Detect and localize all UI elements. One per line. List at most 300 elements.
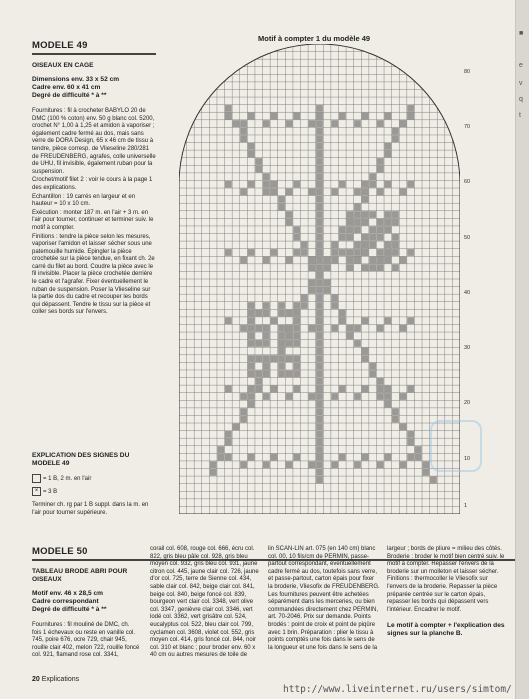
filled-cell <box>407 249 414 256</box>
filled-cell <box>377 386 384 393</box>
spec-line: Cadre correspondant <box>32 598 99 605</box>
paragraph: Finitions : tendre la pièce selon les mesures, vaporiser l'amidon et laisser sécher sous une patemouille humide. Epingler la pièce crochetée sur la pièce tendue, en fixant ch. 2e carré du filet au bord. Coudre la pièce avec le fil invisible. Placer la pièce crochetée derrière le cadre et l'agrafer. Fixer éventuellement le ruban de suspension. Poser la Vlieseline sur la partie dos du cadre et recouper les bords qui dépassent. Tendre le tissu sur la pièce et coller ses bords sur l'envers. <box>32 233 155 316</box>
filled-cell <box>278 204 285 211</box>
filled-cell <box>286 355 293 362</box>
filled-cell <box>263 310 270 317</box>
filled-cell <box>316 461 323 468</box>
filled-cell <box>400 393 407 400</box>
filled-cell <box>210 469 217 476</box>
filled-cell <box>309 120 316 127</box>
filled-cell <box>324 279 331 286</box>
filled-cell <box>384 211 391 218</box>
filled-cell <box>316 317 323 324</box>
filled-cell <box>362 348 369 355</box>
filled-cell <box>346 332 353 339</box>
filled-cell <box>377 325 384 332</box>
filled-cell <box>384 151 391 158</box>
heading-rule <box>32 53 156 55</box>
filled-cell <box>263 393 270 400</box>
filled-cell <box>392 242 399 249</box>
filled-cell <box>354 257 361 264</box>
filled-cell <box>384 219 391 226</box>
filled-cell <box>293 113 300 120</box>
filled-cell <box>339 249 346 256</box>
row-label: 20 <box>464 400 471 407</box>
filled-cell <box>354 461 361 468</box>
filled-cell <box>278 196 285 203</box>
filled-cell <box>225 431 232 438</box>
filled-cell <box>324 257 331 264</box>
filled-cell <box>255 370 262 377</box>
model49-heading: MODELE 49 <box>32 40 88 51</box>
filled-cell <box>248 181 255 188</box>
filled-cell <box>309 188 316 195</box>
filled-cell <box>248 393 255 400</box>
filled-cell <box>233 120 240 127</box>
filled-cell <box>293 181 300 188</box>
filled-cell <box>240 257 247 264</box>
filled-cell <box>392 128 399 135</box>
filled-cell <box>255 340 262 347</box>
filled-cell <box>316 211 323 218</box>
filled-cell <box>225 317 232 324</box>
paragraph: largeur ; bords de pliure = milieu des côtés. Broderie : broder le motif bien centré suiv. le motif à compter. Repasser l'envers de la broderie sur un molleton et laisser sécher. Finitions : thermocoller le Vliesofix sur l'envers de la broderie. Repasser la pièce préparée centrée sur le carton épais, repasser les bords qui dépassent vers l'intérieur. Encadrer le motif. <box>387 546 505 613</box>
filled-cell <box>286 461 293 468</box>
filled-cell <box>286 325 293 332</box>
filled-cell <box>309 461 316 468</box>
filled-cell <box>316 120 323 127</box>
filled-cell <box>316 135 323 142</box>
filled-cell <box>354 219 361 226</box>
filled-cell <box>293 340 300 347</box>
filled-cell <box>263 120 270 127</box>
filled-cell <box>316 196 323 203</box>
filled-cell <box>271 113 278 120</box>
filled-cell <box>377 158 384 165</box>
see-chart-note: Le motif à compter + l'explication des signes sur la planche B. <box>387 622 505 638</box>
filled-cell <box>354 204 361 211</box>
filled-cell <box>316 249 323 256</box>
filled-cell <box>225 105 232 112</box>
filled-cell <box>248 249 255 256</box>
filled-cell <box>248 363 255 370</box>
filled-cell <box>369 173 376 180</box>
filled-cell <box>369 181 376 188</box>
filled-cell <box>225 249 232 256</box>
filled-cell <box>331 120 338 127</box>
filled-cell <box>309 325 316 332</box>
filled-cell <box>316 272 323 279</box>
filled-cell <box>324 287 331 294</box>
filled-cell <box>400 257 407 264</box>
model50-col2: corail col. 608, rouge col. 666, écru col. 822, gris bleu pâle col. 928, gris bleu moyen col. 932, gris bleu col. 931, jaune citron col. 445, jaune clair col. 726, jaune d'or col. 725, terre de Sienne col. 434, sable clair col. 842, beige clair col. 841, beige col. 840, beige foncé col. 839, bourgeon vert clair col. 3348, vert olive col. 3347, genièvre clair col. 3346, vert lodé col. 3362, vert grisâtre col. 524, eucalyptus col. 522, bleu clair col. 799, cyclamen col. 3608, violet col. 552, gris moyen col. 414, gris foncé col. 844, noir col. 310 et blanc ; pour broder env. 60 x 40 cm ou autres mesures de toile de <box>150 546 259 659</box>
filled-cell <box>309 264 316 271</box>
filled-cell <box>293 249 300 256</box>
filled-cell <box>377 120 384 127</box>
filled-cell <box>316 393 323 400</box>
filled-cell <box>384 181 391 188</box>
filled-cell <box>278 310 285 317</box>
filled-cell <box>316 477 323 484</box>
paragraph: Echantillon : 19 carrés en largeur et en hauteur = 10 x 10 cm. <box>32 193 136 208</box>
filled-cell <box>392 408 399 415</box>
filled-cell <box>316 279 323 286</box>
filled-cell <box>362 113 369 120</box>
spec-line: Dimensions env. 33 x 52 cm <box>32 76 120 83</box>
filled-cell <box>316 378 323 385</box>
filled-cell <box>384 401 391 408</box>
filled-cell <box>316 446 323 453</box>
filled-cell <box>400 325 407 332</box>
filled-cell <box>400 188 407 195</box>
filled-cell <box>309 287 316 294</box>
filled-cell <box>301 249 308 256</box>
filled-cell <box>278 355 285 362</box>
filled-cell <box>369 211 376 218</box>
filled-cell <box>248 454 255 461</box>
filled-cell <box>309 257 316 264</box>
filled-cell <box>240 461 247 468</box>
filled-cell <box>240 393 247 400</box>
filled-cell <box>293 302 300 309</box>
filled-cell <box>286 219 293 226</box>
filled-cell <box>286 310 293 317</box>
filled-cell <box>293 386 300 393</box>
filled-cell <box>316 242 323 249</box>
filled-cell <box>278 325 285 332</box>
filled-cell <box>271 386 278 393</box>
filled-cell <box>286 120 293 127</box>
filled-cell <box>248 143 255 150</box>
filled-cell <box>324 264 331 271</box>
filled-cell <box>301 302 308 309</box>
filled-cell <box>248 401 255 408</box>
filled-cell <box>377 393 384 400</box>
filled-cell <box>286 340 293 347</box>
filled-cell <box>362 196 369 203</box>
paragraph: Crochet/motif filet 2 : voir le cours à la page 1 des explications. <box>32 177 153 191</box>
filled-cell <box>316 204 323 211</box>
filled-cell <box>407 113 414 120</box>
filled-cell <box>331 302 338 309</box>
filled-cell <box>392 249 399 256</box>
filled-cell <box>316 408 323 415</box>
filled-cell <box>271 454 278 461</box>
filled-cell <box>316 310 323 317</box>
filled-cell <box>339 113 346 120</box>
filled-cell <box>331 242 338 249</box>
filled-cell <box>354 188 361 195</box>
filled-cell <box>346 325 353 332</box>
filled-cell <box>339 310 346 317</box>
filled-cell <box>339 234 346 241</box>
filled-cell <box>301 242 308 249</box>
filled-cell <box>316 181 323 188</box>
filled-cell <box>278 348 285 355</box>
filled-cell <box>255 166 262 173</box>
filled-cell <box>422 461 429 468</box>
filled-cell <box>248 317 255 324</box>
filled-cell <box>377 249 384 256</box>
filled-cell <box>407 386 414 393</box>
filled-cell <box>278 332 285 339</box>
filled-cell <box>362 264 369 271</box>
filled-cell <box>354 340 361 347</box>
legend-note: Terminer ch. rg par 1 B suppl. dans la m. en l'air pour tourner supérieure. <box>32 502 149 516</box>
filled-cell <box>255 355 262 362</box>
filled-cell <box>331 249 338 256</box>
filled-cell <box>346 257 353 264</box>
filled-cell <box>362 242 369 249</box>
filled-cell <box>263 363 270 370</box>
filled-cell <box>407 431 414 438</box>
filled-cell <box>377 166 384 173</box>
paragraph: Exécution : monter 187 m. en l'air + 3 m. en l'air pour tourner, continuer et terminer suiv. le motif à compter. <box>32 209 154 231</box>
filled-cell <box>248 325 255 332</box>
filled-cell <box>316 158 323 165</box>
row-label: 80 <box>464 68 471 75</box>
filled-cell <box>316 439 323 446</box>
filled-cell <box>384 143 391 150</box>
filled-cell <box>362 234 369 241</box>
filled-cell <box>346 264 353 271</box>
filled-cell <box>316 219 323 226</box>
filled-cell <box>240 408 247 415</box>
filled-cell <box>248 302 255 309</box>
filled-cell <box>384 454 391 461</box>
filled-cell <box>286 332 293 339</box>
filled-cell <box>225 439 232 446</box>
row-label: 60 <box>464 179 471 186</box>
filled-cell <box>263 370 270 377</box>
filled-cell <box>316 332 323 339</box>
filled-cell <box>293 317 300 324</box>
filled-cell <box>369 370 376 377</box>
model50-specs <box>32 590 137 614</box>
filled-cell <box>316 469 323 476</box>
filled-cell <box>384 386 391 393</box>
filled-cell <box>217 446 224 453</box>
filled-cell <box>384 317 391 324</box>
filled-cell <box>392 234 399 241</box>
filled-cell <box>384 393 391 400</box>
filled-cell <box>278 370 285 377</box>
model49-title: OISEAUX EN CAGE <box>32 62 94 69</box>
filled-cell <box>354 325 361 332</box>
filled-cell <box>377 234 384 241</box>
filled-cell <box>392 219 399 226</box>
filled-cell <box>362 211 369 218</box>
filled-cell <box>377 219 384 226</box>
filled-cell <box>316 302 323 309</box>
filled-cell <box>339 386 346 393</box>
filled-cell <box>248 151 255 158</box>
filled-cell <box>430 477 437 484</box>
filled-cell <box>271 249 278 256</box>
filled-cell <box>309 279 316 286</box>
filled-cell <box>316 340 323 347</box>
filled-cell <box>392 264 399 271</box>
filled-cell <box>369 257 376 264</box>
filled-cell <box>316 234 323 241</box>
filled-cell <box>293 234 300 241</box>
filled-cell <box>346 249 353 256</box>
filled-cell <box>392 135 399 142</box>
filled-cell <box>362 219 369 226</box>
filled-cell <box>248 113 255 120</box>
filled-cell <box>309 393 316 400</box>
filled-cell <box>316 363 323 370</box>
filled-cell <box>316 226 323 233</box>
filled-cell <box>354 226 361 233</box>
filled-cell <box>384 257 391 264</box>
filled-cell <box>369 264 376 271</box>
filled-cell <box>377 257 384 264</box>
filled-cell <box>331 188 338 195</box>
row-label: 30 <box>464 345 471 352</box>
filled-cell <box>331 325 338 332</box>
filled-cell <box>384 226 391 233</box>
filled-cell <box>354 120 361 127</box>
filled-cell <box>271 188 278 195</box>
filled-cell <box>248 386 255 393</box>
filled-cell <box>316 264 323 271</box>
filled-cell <box>255 158 262 165</box>
filled-cell <box>415 446 422 453</box>
filled-cell <box>210 461 217 468</box>
filled-cell <box>377 378 384 385</box>
filled-cell <box>225 181 232 188</box>
model50-heading: MODELE 50 <box>32 546 88 557</box>
filled-cell <box>240 325 247 332</box>
filled-cell <box>240 120 247 127</box>
filled-cell <box>354 393 361 400</box>
filled-cell <box>263 173 270 180</box>
filled-cell <box>354 249 361 256</box>
model50-col3: lin SCAN-LIN art. 075 (en 140 cm) blanc col. 00, 10 fils/cm de PERMIN, passe-partout correspondant, éventuellement cadre fermé au dos, toutefois sans verre, et passe-partout, carton épais pour fixer la broderie, Vliesofix de FREUDENBERG. Les fournitures peuvent être achetées séparément dans les merceries, ou bien commandées directement chez PERMIN, art. 70-2046. Prix sur demande. Points brodés : point de croix et point de piqûre avec 1 brin. Préparation : plier le tissu à points comptés une fois dans le sens de la longueur et une fois dans le sens de la <box>268 546 380 651</box>
filled-cell <box>225 386 232 393</box>
filled-cell <box>384 242 391 249</box>
model49-specs <box>32 76 156 100</box>
filled-cell <box>316 416 323 423</box>
filled-cell <box>248 310 255 317</box>
filled-cell <box>278 363 285 370</box>
filled-cell <box>422 469 429 476</box>
filled-cell <box>293 454 300 461</box>
model50-col4 <box>387 546 505 638</box>
filled-cell <box>316 295 323 302</box>
filled-cell <box>362 355 369 362</box>
filled-cell <box>346 219 353 226</box>
filled-cell <box>316 431 323 438</box>
filled-cell <box>255 310 262 317</box>
filled-cell <box>362 386 369 393</box>
filled-cell <box>316 188 323 195</box>
filled-cell <box>407 181 414 188</box>
spec-line: Motif env. 46 x 28,5 cm <box>32 590 103 597</box>
filled-cell <box>255 325 262 332</box>
filled-cell <box>293 332 300 339</box>
filled-cell <box>354 211 361 218</box>
filled-cell <box>316 151 323 158</box>
filled-cell <box>316 355 323 362</box>
filled-cell <box>316 166 323 173</box>
filled-cell <box>278 340 285 347</box>
filled-cell <box>278 302 285 309</box>
filled-cell <box>240 128 247 135</box>
filled-cell <box>316 454 323 461</box>
filled-cell <box>316 257 323 264</box>
filled-cell <box>316 105 323 112</box>
filled-cell <box>369 363 376 370</box>
filled-cell <box>233 423 240 430</box>
filled-cell <box>384 113 391 120</box>
row-label: 70 <box>464 123 471 130</box>
cross-square-icon: × <box>32 487 41 496</box>
model50-title: TABLEAU BRODE ABRI POUR OISEAUX <box>32 568 128 583</box>
filled-cell <box>286 188 293 195</box>
spec-line: Cadre env. 60 x 41 cm <box>32 84 101 91</box>
filled-cell <box>331 461 338 468</box>
filled-cell <box>407 454 414 461</box>
legend-item <box>32 487 156 497</box>
filled-cell <box>316 325 323 332</box>
filled-cell <box>407 439 414 446</box>
filled-cell <box>316 386 323 393</box>
filled-cell <box>263 340 270 347</box>
filled-cell <box>354 242 361 249</box>
filled-cell <box>271 355 278 362</box>
filled-cell <box>263 461 270 468</box>
row-label: 10 <box>464 455 471 462</box>
filled-cell <box>263 181 270 188</box>
filled-cell <box>263 332 270 339</box>
filled-cell <box>339 317 346 324</box>
filled-cell <box>369 226 376 233</box>
filled-cell <box>293 310 300 317</box>
filled-cell <box>263 325 270 332</box>
spec-line: Degré de difficulté * à ** <box>32 606 107 613</box>
filled-cell <box>377 264 384 271</box>
filled-cell <box>377 226 384 233</box>
filled-cell <box>240 135 247 142</box>
filled-cell <box>316 423 323 430</box>
filled-cell <box>263 188 270 195</box>
page-footer <box>32 676 79 683</box>
filled-cell <box>316 287 323 294</box>
filled-cell <box>286 370 293 377</box>
filled-cell <box>217 454 224 461</box>
filled-cell <box>369 242 376 249</box>
row-label: 1 <box>464 503 468 510</box>
source-url: http://www.liveinternet.ru/users/simtom/ <box>283 684 512 695</box>
filled-cell <box>384 249 391 256</box>
filled-cell <box>377 188 384 195</box>
filled-cell <box>316 173 323 180</box>
legend-item <box>32 474 156 484</box>
filled-cell <box>400 120 407 127</box>
filled-cell <box>248 355 255 362</box>
filled-cell <box>316 401 323 408</box>
row-label: 50 <box>464 234 471 241</box>
legend-text: = 3 B <box>43 488 58 495</box>
filled-cell <box>248 340 255 347</box>
filled-cell <box>362 317 369 324</box>
chart-title: Motif à compter 1 du modèle 49 <box>258 34 371 43</box>
filled-cell <box>263 302 270 309</box>
filled-cell <box>293 355 300 362</box>
filled-cell <box>415 454 422 461</box>
